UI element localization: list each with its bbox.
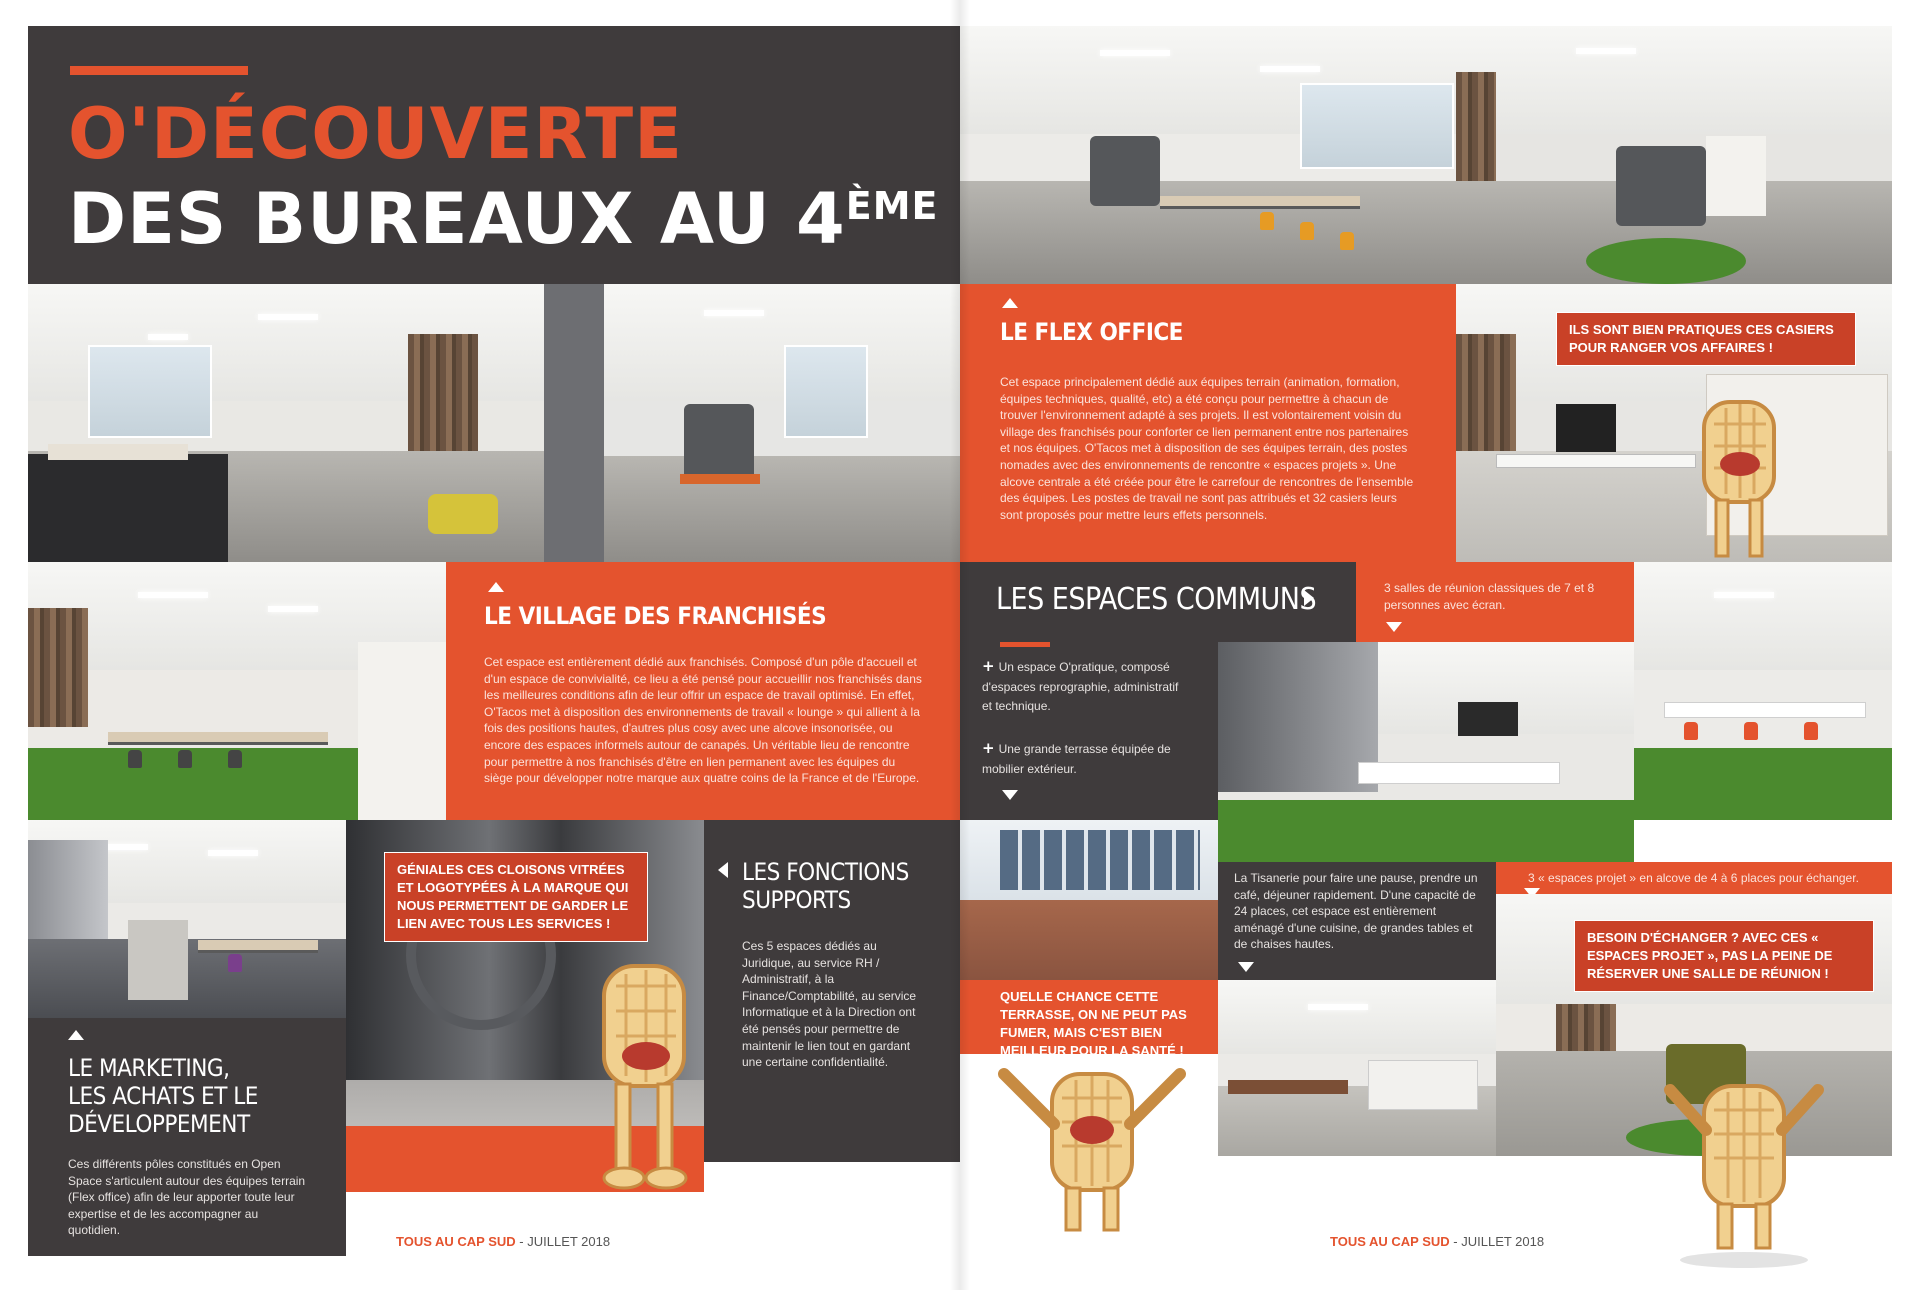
- speech-bubble-terrasse: QUELLE CHANCE CETTE TERRASSE, ON NE PEUT PAS FUMER, MAIS C'EST BIEN MEILLEUR POUR LA SANTÉ !: [1000, 989, 1187, 1058]
- footer-issue: JUILLET 2018: [527, 1234, 611, 1249]
- espaces-item-terrasse: + Une grande terrasse équipée de mobilier extérieur.: [982, 739, 1171, 776]
- photo-village-desks: [28, 562, 446, 820]
- photo-flex-office-alcove: [1456, 26, 1892, 284]
- salles-text: 3 salles de réunion classiques de 7 et 8 personnes avec écran.: [1384, 581, 1595, 612]
- speech-bubble-cloisons: GÉNIALES CES CLOISONS VITRÉES ET LOGOTYPÉES À LA MARQUE QUI NOUS PERMETTENT DE GARDER LE LIEN AVEC TOUS LES SERVICES !: [384, 852, 648, 942]
- triangle-up-icon: [68, 1030, 84, 1040]
- espaces-communs-heading: LES ESPACES COMMUNS: [996, 582, 1317, 617]
- triangle-left-icon: [718, 862, 728, 878]
- title-accent-bar: [70, 66, 248, 75]
- waffle-mascot-illustration: [990, 1064, 1190, 1244]
- flex-office-heading: LE FLEX OFFICE: [1000, 318, 1183, 346]
- page-gutter: [950, 0, 970, 1290]
- espaces-item-terrasse-text: Une grande terrasse équipée de mobilier extérieur.: [982, 742, 1171, 776]
- page-title-superscript: ÈME: [845, 184, 939, 228]
- waffle-mascot-illustration: [1664, 1070, 1824, 1270]
- photo-tisanerie: [1218, 980, 1496, 1156]
- footer-right: [1330, 1234, 1544, 1249]
- triangle-right-icon: [1304, 590, 1314, 606]
- espaces-item-opratique: + Un espace O'pratique, composé d'espaces reprographie, administratif et technique.: [982, 657, 1179, 714]
- fonctions-text: Ces 5 espaces dédiés au Juridique, au service RH / Administratif, à la Finance/Comptabilité, au service Informatique et à la Direction ont été pensés pour permettre de maintenir le lien tout en gardant une certaine confidentialité.: [742, 939, 917, 1070]
- fonctions-heading-line2: SUPPORTS: [742, 886, 851, 914]
- footer-issue: JUILLET 2018: [1461, 1234, 1545, 1249]
- village-text: Cet espace est entièrement dédié aux franchisés. Composé d'un pôle d'accueil et d'un espace de convivialité, ce lieu a été pensé pour accueillir nos franchisés dans les meilleures conditions afin de leur offrir un espace de travail optimisé. En effet, O'Tacos met à disposition des environnements de travail « lounge » qui allient à la fois des positions hautes, d'autres plus cosy avec une alcove insonorisée, ou encore des espaces informels autour de canapés. Un véritable lieu de rencontre pour permettre à nos franchisés d'être en lien permanent avec les équipes du siège pour développer notre marque aux quatre coins de la France et de l'Europe.: [484, 655, 922, 786]
- fonctions-heading-line1: LES FONCTIONS: [742, 858, 909, 886]
- triangle-down-icon: [1386, 622, 1402, 632]
- triangle-down-icon: [1238, 962, 1254, 972]
- tisanerie-text: La Tisanerie pour faire une pause, prendre un café, déjeuner rapidement. D'une capacité de 24 places, cet espace est entièrement aménagé d'une cuisine, de grandes tables et de chaises hautes.: [1234, 871, 1478, 952]
- photo-meeting-room-corner: [1634, 562, 1892, 820]
- list-accent-bar: [1000, 642, 1050, 647]
- photo-marketing-openspace: [28, 820, 346, 1018]
- espaces-item-opratique-text: Un espace O'pratique, composé d'espaces reprographie, administratif et technique.: [982, 660, 1179, 714]
- marketing-heading-line2: LES ACHATS ET LE: [68, 1082, 258, 1110]
- triangle-up-icon: [488, 582, 504, 592]
- photo-meeting-room-main: [1218, 642, 1634, 862]
- footer-separator: -: [515, 1234, 528, 1249]
- page-title-line2: DES BUREAUX AU 4: [68, 178, 846, 260]
- photo-lounge-reception: [28, 284, 544, 562]
- speech-bubble-casiers: ILS SONT BIEN PRATIQUES CES CASIERS POUR RANGER VOS AFFAIRES !: [1556, 312, 1856, 366]
- village-heading: LE VILLAGE DES FRANCHISÉS: [484, 602, 827, 630]
- espaces-projet-text: 3 « espaces projet » en alcove de 4 à 6 places pour échanger.: [1528, 871, 1859, 885]
- photo-terrasse: [960, 820, 1218, 980]
- page-title: [68, 93, 948, 260]
- marketing-text: Ces différents pôles constitués en Open Space s'articulent autour des équipes terrain (Flex office) afin de leur apporter toute leur expertise et de les accompagner au quotidien.: [68, 1157, 306, 1238]
- flex-office-text: Cet espace principalement dédié aux équipes terrain (animation, formation, équipes techniques, qualité, etc) a été conçu pour permettre à chacun de trouver l'environnement adapté à ses projets. Il est volontairement voisin du village des franchisés pour conforter ce lien permanent entre nos partenaires et nos équipes. O'Tacos met à disposition de ses équipes terrain, des postes nomades avec des environnements de rencontre « espaces projets ». Une alcove centrale a été créée pour être le carrefour de rencontres de l'ensemble des équipes. Les postes de travail ne sont pas attribués et 32 casiers leurs sont proposés pour mettre leurs effets personnels.: [1000, 375, 1414, 522]
- photo-flex-office-openspace: [960, 26, 1456, 284]
- waffle-mascot-illustration: [1690, 394, 1790, 564]
- footer-separator: -: [1449, 1234, 1462, 1249]
- marketing-heading-line1: LE MARKETING,: [68, 1054, 230, 1082]
- footer-brand: TOUS AU CAP SUD: [396, 1234, 516, 1249]
- page-title-line1: O'DÉCOUVERTE: [68, 93, 683, 175]
- speech-bubble-projet: BESOIN D'ÉCHANGER ? AVEC CES « ESPACES PROJET », PAS LA PEINE DE RÉSERVER UNE SALLE DE RÉUNION !: [1574, 920, 1874, 992]
- triangle-up-icon: [1002, 298, 1018, 308]
- footer-brand: TOUS AU CAP SUD: [1330, 1234, 1450, 1249]
- marketing-heading-line3: DÉVELOPPEMENT: [68, 1110, 250, 1138]
- triangle-down-icon: [1002, 790, 1018, 800]
- fonctions-heading: [742, 858, 909, 914]
- footer-left: [396, 1234, 610, 1249]
- waffle-mascot-illustration: [586, 956, 706, 1196]
- photo-village-alcove: [544, 284, 960, 562]
- marketing-heading: [68, 1054, 258, 1138]
